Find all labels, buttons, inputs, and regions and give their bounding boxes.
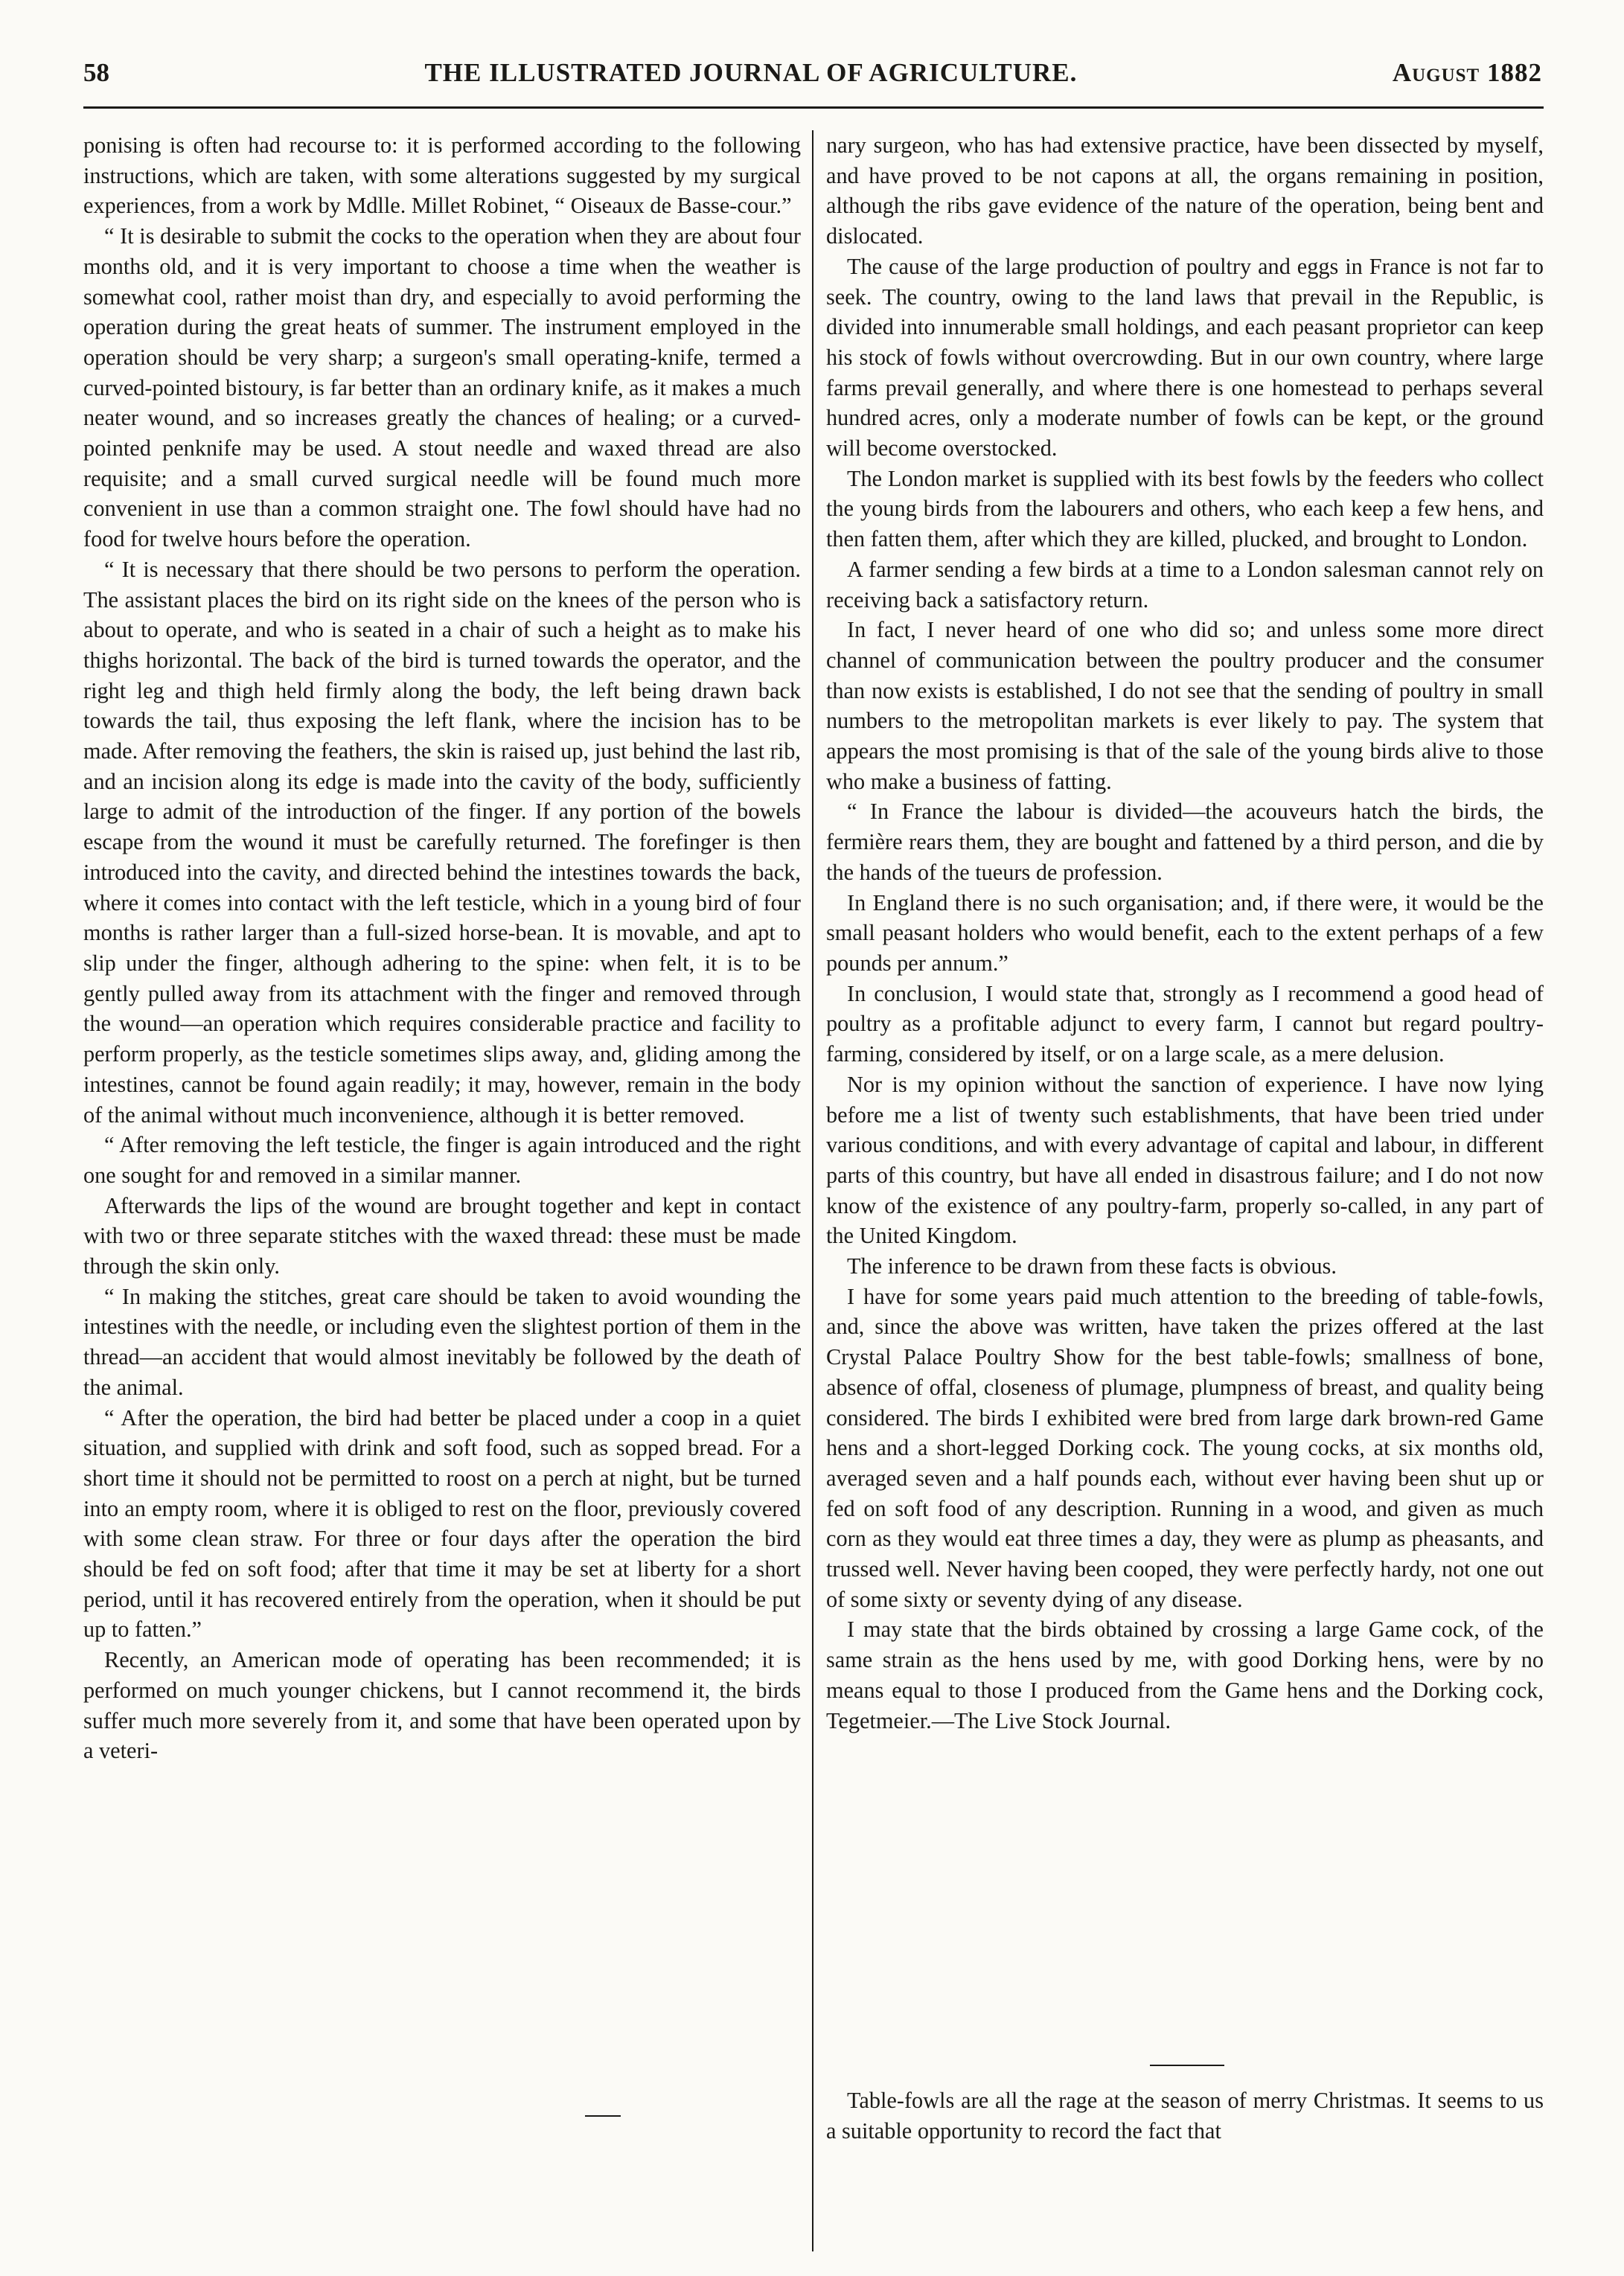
section-divider bbox=[585, 2115, 621, 2117]
paragraph: Recently, an American mode of operating has been recommended; it is performed on much younger chickens, but I cannot recommend it, the birds suffer much more severely from it, and some that have been operated upon by a veteri- bbox=[83, 1647, 801, 1764]
paragraph: “ It is desirable to submit the cocks to the operation when they are about four months old, and it is very important to choose a time when the weather is somewhat cool, rather moist than dry, and especially to avoid performing the operation during the great heats of summer. The instrument employed in the operation should be very sharp; a surgeon's small operating-knife, termed a curved-pointed bistoury, is far better than an ordinary knife, as it makes a much neater wound, and so increases greatly the chances of healing; or a curved-pointed penknife may be used. A stout needle and waxed thread are also requisite; and a small curved surgical needle will be found much more convenient in use than a common straight one. The fowl should have had no food for twelve hours before the operation. bbox=[83, 223, 801, 552]
paragraph: I have for some years paid much attention to the breeding of table-fowls, and, since the above was written, have taken the prizes offered at the last Crystal Palace Poultry Show for the best table-fowls; smallness of bone, absence of offal, closeness of plumage, plumpness of breast, and quality being considered. The birds I exhibited were bred from large dark brown-red Game hens and a short-legged Dorking cock. The young cocks, at six months old, averaged seven and a half pounds each, without ever having been shut up or fed on soft food of any description. Running in a wood, and given as much corn as they would eat three times a day, they were as plump as pheasants, and trussed well. Never having been cooped, they were perfectly hardy, not one out of some sixty or seventy dying of any disease. bbox=[826, 1283, 1544, 1612]
paragraph: In conclusion, I would state that, strongly as I recommend a good head of poultry as a profitable adjunct to every farm, I cannot but regard poultry-farming, considered by itself, or on a large scale, as a mere delusion. bbox=[826, 980, 1544, 1067]
paragraph: I may state that the birds obtained by crossing a large Game cock, of the same strain as the hens used by me, with good Dorking hens, were by no means equal to those I produced from the Game hens and the Dorking cock, Tegetmeier.—The Live Stock Journal. bbox=[826, 1617, 1544, 1733]
paragraph: “ After removing the left testicle, the finger is again introduced and the right one sought for and removed in a similar manner. bbox=[83, 1132, 801, 1188]
paragraph: The inference to be drawn from these facts is obvious. bbox=[847, 1253, 1337, 1279]
paragraph: “ In making the stitches, great care should be taken to avoid wounding the intestines with the needle, or including even the slightest portion of them in the thread—an accident that would almost inevitably be followed by the death of the animal. bbox=[83, 1283, 801, 1400]
journal-title: THE ILLUSTRATED JOURNAL OF AGRICULTURE. bbox=[424, 58, 1078, 87]
column-rule bbox=[812, 130, 813, 2251]
issue-date: August 1882 bbox=[1392, 58, 1542, 87]
header-rule bbox=[83, 106, 1544, 109]
paragraph: A farmer sending a few birds at a time to a London salesman cannot rely on receiving back a satisfactory return. bbox=[826, 556, 1544, 613]
left-column bbox=[83, 130, 801, 1766]
paragraph: The London market is supplied with its best fowls by the feeders who collect the young birds from the labourers and others, who each keep a few hens, and then fatten them, after which they are killed, plucked, and brought to London. bbox=[826, 465, 1544, 552]
page-number: 58 bbox=[83, 58, 109, 87]
paragraph: “ It is necessary that there should be two persons to perform the operation. The assistant places the bird on its right side on the knees of the person who is about to operate, and who is seated in a chair of such a height as to make his thighs horizontal. The back of the bird is turned towards the operator, and the right leg and thigh held firmly along the body, the left being drawn back towards the tail, thus exposing the left flank, where the incision has to be made. After removing the feathers, the skin is raised up, just behind the last rib, and an incision along its edge is made into the cavity of the body, sufficiently large to admit of the introduction of the finger. If any portion of the bowels escape from the wound it must be carefully returned. The forefinger is then introduced into the cavity, and directed behind the intestines towards the back, where it comes into contact with the left testicle, which in a young bird of four months is rather larger than a full-sized horse-bean. It is movable, and apt to slip under the finger, although adhering to the spine: when felt, it is to be gently pulled away from its attachment with the finger and removed through the wound—an operation which requires considerable practice and facility to perform properly, as the testicle sometimes slips away, and, gliding among the intestines, cannot be found again readily; it may, however, remain in the body of the animal without much inconvenience, although it is better removed. bbox=[83, 556, 801, 1128]
right-column bbox=[826, 130, 1544, 2144]
paragraph: “ In France the labour is divided—the acouveurs hatch the birds, the fermière rears them, they are bought and fattened by a third person, and die by the hands of the tueurs de profession. bbox=[826, 799, 1544, 885]
paragraph: nary surgeon, who has had extensive practice, have been dissected by myself, and have proved to be not capons at all, the organs remaining in position, although the ribs gave evidence of the nature of the operation, being bent and dislocated. bbox=[826, 132, 1544, 249]
page-header bbox=[83, 58, 1542, 95]
paragraph-table-fowls: Table-fowls are all the rage at the season of merry Christmas. It seems to us a suitable opportunity to record the fact that bbox=[826, 2088, 1544, 2144]
section-divider bbox=[1150, 2065, 1224, 2066]
paragraph: The cause of the large production of poultry and eggs in France is not far to seek. The country, owing to the land laws that prevail in the Republic, is divided into innumerable small holdings, and each peasant proprietor can keep his stock of fowls without overcrowding. But in our own country, where large farms prevail generally, and where there is one homestead to perhaps several hundred acres, only a moderate number of fowls can be kept, or the ground will become overstocked. bbox=[826, 253, 1544, 461]
paragraph: Nor is my opinion without the sanction of experience. I have now lying before me a list of twenty such establishments, that have been tried under various conditions, and with every advantage of capital and labour, in different parts of this country, but have all ended in disastrous failure; and I do not now know of the existence of any poultry-farm, properly so-called, in any part of the United Kingdom. bbox=[826, 1071, 1544, 1249]
paragraph: In fact, I never heard of one who did so; and unless some more direct channel of communication between the poultry producer and the consumer than now exists is established, I do not see that the sending of poultry in small numbers to the metropolitan markets is ever likely to pay. The system that appears the most promising is that of the sale of the young birds alive to those who make a business of fatting. bbox=[826, 617, 1544, 794]
paragraph: Afterwards the lips of the wound are brought together and kept in contact with two or three separate stitches with the waxed thread: these must be made through the skin only. bbox=[83, 1192, 801, 1279]
paragraph: In England there is no such organisation; and, if there were, it would be the small peasant holders who would benefit, each to the extent perhaps of a few pounds per annum.” bbox=[826, 889, 1544, 976]
paragraph: “ After the operation, the bird had better be placed under a coop in a quiet situation, and supplied with drink and soft food, such as sopped bread. For a short time it should not be permitted to roost on a perch at night, but be turned into an empty room, where it is obliged to rest on the floor, previously covered with some clean straw. For three or four days after the operation the bird should be fed on soft food; after that time it may be set at liberty for a short period, until it has recovered entirely from the operation, when it should be put up to fatten.” bbox=[83, 1404, 801, 1643]
paragraph: ponising is often had recourse to: it is performed according to the following instructions, which are taken, with some alterations suggested by my surgical experiences, from a work by Mdlle. Millet Robinet, “ Oiseaux de Basse-cour.” bbox=[83, 132, 801, 219]
